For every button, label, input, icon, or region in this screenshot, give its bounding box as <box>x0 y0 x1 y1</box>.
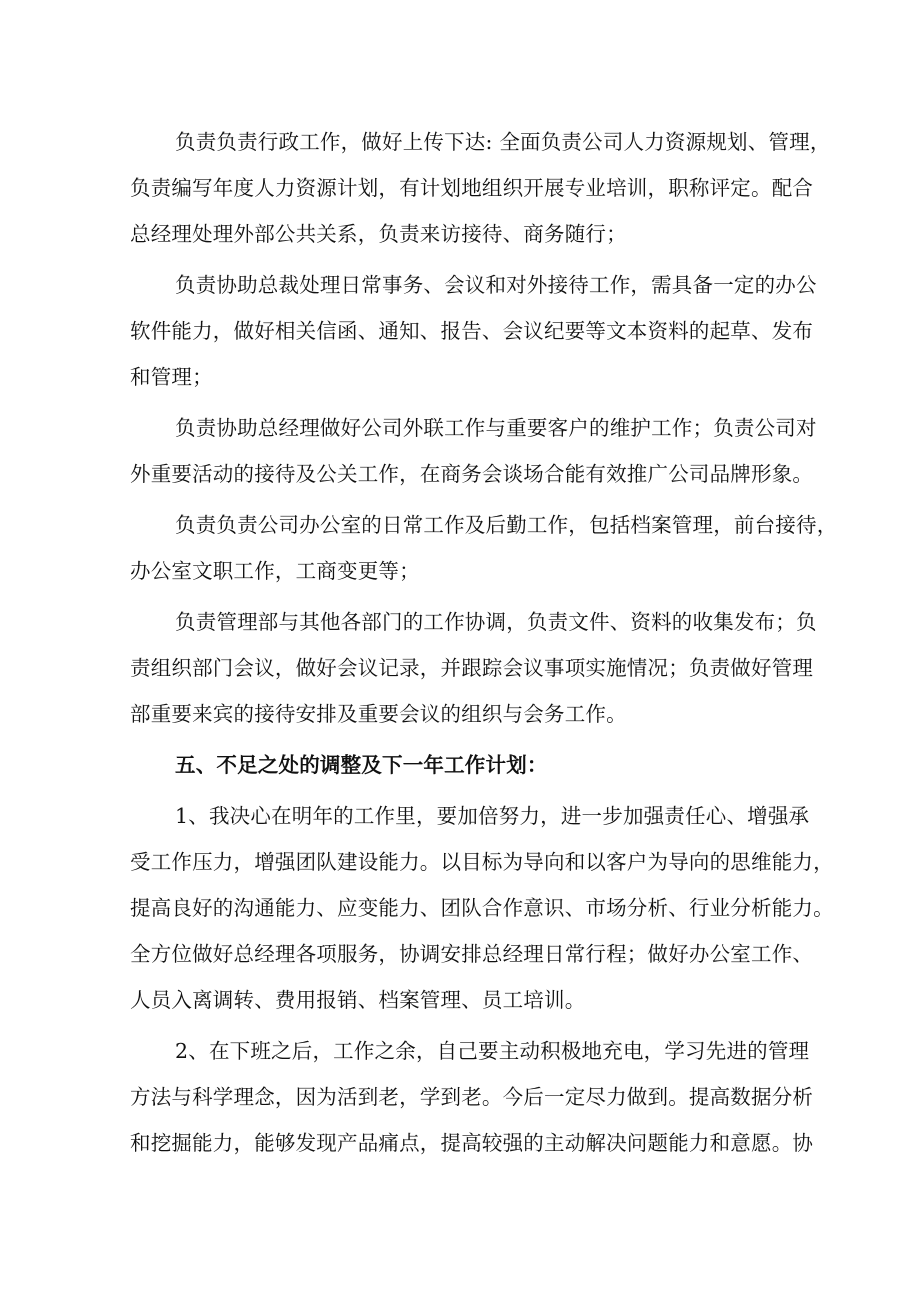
plan-item-1-line-4: 全方位做好总经理各项服务，协调安排总经理日常行程；做好办公室工作、 <box>130 942 814 966</box>
paragraph-5-line-1: 负责管理部与其他各部门的工作协调，负责文件、资料的收集发布；负 <box>175 610 817 634</box>
plan-item-1-line-1: 1、我决心在明年的工作里，要加倍努力，进一步加强责任心、增强承 <box>175 804 810 828</box>
paragraph-3-line-1: 负责协助总经理做好公司外联工作与重要客户的维护工作；负责公司对 <box>175 416 817 440</box>
plan-item-2-line-1: 2、在下班之后，工作之余，自己要主动积极地充电，学习先进的管理 <box>175 1039 810 1063</box>
plan-item-1-line-2: 受工作压力，增强团队建设能力。以目标为导向和以客户为导向的思维能力， <box>130 850 834 874</box>
paragraph-4-line-1: 负责负责公司办公室的日常工作及后勤工作，包括档案管理，前台接待， <box>175 513 838 537</box>
plan-item-2-line-2: 方法与科学理念，因为活到老，学到老。今后一定尽力做到。提高数据分析 <box>130 1085 814 1109</box>
paragraph-1-line-1: 负责负责行政工作，做好上传下达: 全面负责公司人力资源规划、管理， <box>175 130 831 154</box>
section-heading: 五、不足之处的调整及下一年工作计划： <box>175 753 548 777</box>
paragraph-5-line-2: 责组织部门会议，做好会议记录，并跟踪会议事项实施情况；负责做好管理 <box>130 656 814 680</box>
plan-item-1-line-5: 人员入离调转、费用报销、档案管理、员工培训。 <box>130 988 586 1012</box>
paragraph-1-line-3: 总经理处理外部公共关系，负责来访接待、商务随行； <box>130 222 627 246</box>
plan-item-1-line-3: 提高良好的沟通能力、应变能力、团队合作意识、市场分析、行业分析能力。 <box>130 896 834 920</box>
paragraph-5-line-3: 部重要来宾的接待安排及重要会议的组织与会务工作。 <box>130 702 627 726</box>
paragraph-2-line-2: 软件能力，做好相关信函、通知、报告、会议纪要等文本资料的起草、发布 <box>130 319 814 343</box>
paragraph-2-line-1: 负责协助总裁处理日常事务、会议和对外接待工作，需具备一定的办公 <box>175 273 817 297</box>
paragraph-1-line-2: 负责编写年度人力资源计划，有计划地组织开展专业培训，职称评定。配合 <box>130 176 814 200</box>
paragraph-3-line-2: 外重要活动的接待及公关工作，在商务会谈场合能有效推广公司品牌形象。 <box>130 462 814 486</box>
plan-item-2-line-3: 和挖掘能力，能够发现产品痛点，提高较强的主动解决问题能力和意愿。协 <box>130 1131 814 1155</box>
paragraph-2-line-3: 和管理； <box>130 365 213 389</box>
paragraph-4-line-2: 办公室文职工作，工商变更等； <box>130 559 420 583</box>
